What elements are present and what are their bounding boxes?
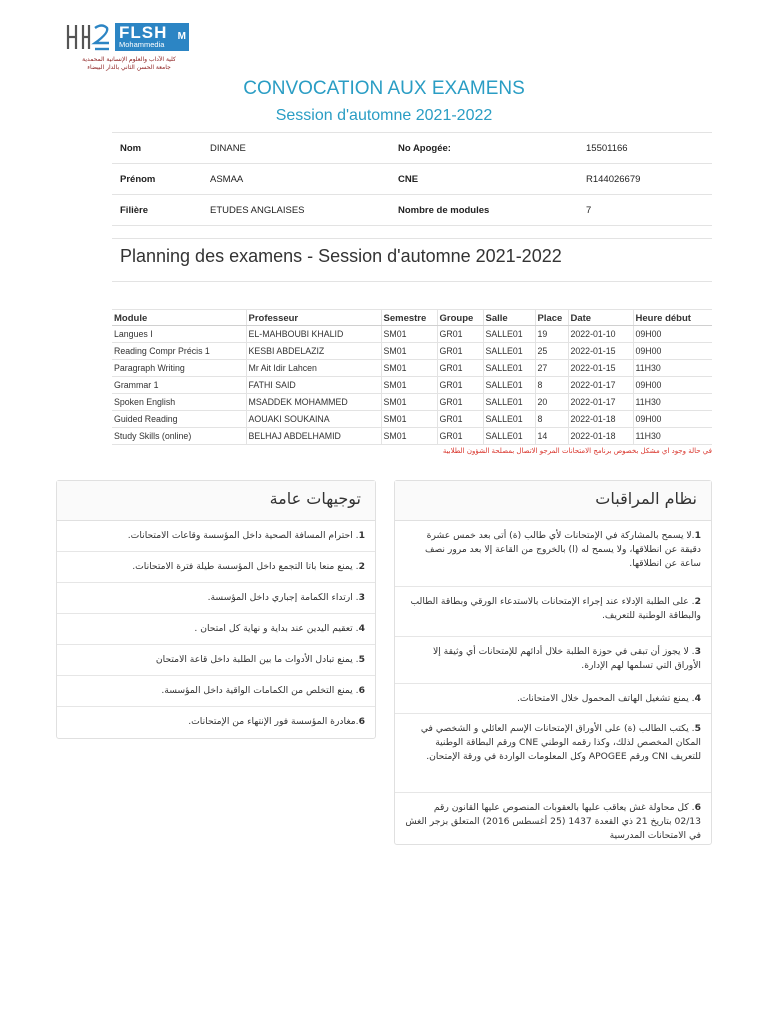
value-filiere: ETUDES ANGLAISES [202,195,390,226]
guideline-item [57,614,375,645]
cell-professeur: Mr Ait Idir Lahcen [246,360,381,377]
divider [112,281,712,282]
general-guidelines-panel [56,480,376,739]
cell-semestre: SM01 [381,360,437,377]
student-info-row [112,195,712,226]
item-text: . يمنع التخلص من الكمامات الواقية داخل المؤسسة. [161,685,359,696]
col-heure: Heure début [633,310,712,326]
col-date: Date [568,310,633,326]
faculty-logo [64,20,194,86]
cell-salle: SALLE01 [483,411,535,428]
cell-groupe: GR01 [437,326,483,343]
cell-heure: 09H00 [633,411,712,428]
cell-place: 8 [535,411,568,428]
item-number: 1 [694,530,701,541]
student-info-row [112,164,712,195]
col-module: Module [112,310,246,326]
label-prenom: Prénom [112,164,202,195]
table-row [112,343,712,360]
cell-professeur: EL-MAHBOUBI KHALID [246,326,381,343]
cell-date: 2022-01-18 [568,411,633,428]
cell-module: Reading Compr Précis 1 [112,343,246,360]
cell-place: 20 [535,394,568,411]
rule-item [395,684,711,714]
item-number: 2 [358,561,365,572]
cell-groupe: GR01 [437,343,483,360]
guideline-item [57,645,375,676]
guideline-item [57,676,375,707]
rule-item [395,793,711,845]
cell-date: 2022-01-10 [568,326,633,343]
item-text: . لا يجوز أن تبقى في حوزة الطلبة خلال أدائهم للإمتحانات أي وثيقة إلا الأوراق التي تسلمها لهم الإدارة. [432,646,701,671]
cell-module: Study Skills (online) [112,428,246,445]
cell-professeur: AOUAKI SOUKAINA [246,411,381,428]
item-text: . على الطلبة الإدلاء عند إجراء الإمتحانات بالاستدعاء الورقي وبطاقة الطالب والبطاقة الوطنية للتعريف. [410,596,701,621]
value-nom: DINANE [202,133,390,164]
item-number: 3 [694,646,701,657]
table-row [112,360,712,377]
rule-item [395,714,711,793]
label-apogee: No Apogée: [390,133,578,164]
value-cne: R144026679 [578,164,712,195]
cell-heure: 11H30 [633,428,712,445]
cell-heure: 11H30 [633,360,712,377]
value-apogee: 15501166 [578,133,712,164]
item-number: 5 [694,723,701,734]
exam-schedule-table [112,309,712,445]
item-number: 6 [694,802,701,813]
item-number: 6 [358,716,365,727]
cell-heure: 09H00 [633,326,712,343]
item-number: 2 [694,596,701,607]
cell-module: Paragraph Writing [112,360,246,377]
cell-module: Grammar 1 [112,377,246,394]
cell-semestre: SM01 [381,411,437,428]
cell-place: 19 [535,326,568,343]
col-groupe: Groupe [437,310,483,326]
cell-salle: SALLE01 [483,326,535,343]
item-text: . ارتداء الكمامة إجباري داخل المؤسسة. [207,592,359,603]
col-professeur: Professeur [246,310,381,326]
brand-name: FLSH [119,23,168,42]
cell-groupe: GR01 [437,394,483,411]
label-cne: CNE [390,164,578,195]
cell-place: 27 [535,360,568,377]
cell-place: 14 [535,428,568,445]
item-text: . يمنع تشغيل الهاتف المحمول خلال الامتحانات. [516,693,695,704]
cell-groupe: GR01 [437,428,483,445]
schedule-contact-note: في حالة وجود اي مشكل بخصوص برنامج الامتحانات المرجو الاتصال بمصلحة الشؤون الطلابية [442,447,712,455]
cell-heure: 09H00 [633,377,712,394]
cell-date: 2022-01-18 [568,428,633,445]
item-number: 3 [358,592,365,603]
table-header-row [112,310,712,326]
cell-professeur: FATHI SAID [246,377,381,394]
label-modules: Nombre de modules [390,195,578,226]
table-row [112,326,712,343]
item-number: 4 [694,693,701,704]
cell-professeur: KESBI ABDELAZIZ [246,343,381,360]
cell-semestre: SM01 [381,343,437,360]
rule-item [395,587,711,637]
cell-salle: SALLE01 [483,394,535,411]
item-text: . تعقيم اليدين عند بداية و نهاية كل امتحان . [194,623,359,634]
table-row [112,428,712,445]
brand-sub: Mohammedia [119,40,165,49]
cell-professeur: MSADDEK MOHAMMED [246,394,381,411]
cell-date: 2022-01-17 [568,377,633,394]
page-title: CONVOCATION AUX EXAMENS [243,78,525,99]
item-number: 1 [358,530,365,541]
cell-semestre: SM01 [381,326,437,343]
item-text: . يمنع منعا باتا التجمع داخل المؤسسة طيلة فترة الامتحانات. [132,561,359,572]
rule-item [395,521,711,587]
cell-salle: SALLE01 [483,343,535,360]
cell-heure: 09H00 [633,343,712,360]
cell-semestre: SM01 [381,377,437,394]
guideline-item [57,707,375,738]
cell-module: Langues I [112,326,246,343]
cell-semestre: SM01 [381,428,437,445]
flsh-brand-box [115,23,189,51]
student-info-row [112,133,712,164]
item-text: . يكتب الطالب (ة) على الأوراق الإمتحانات الإسم العائلي و الشخصي في المكان المخصص لذلك، وكذا رقمه الوطني CNE ورقم البطاقة الوطنية للتعريف CNI ورقم APOGEE وكل المعلومات الواردة في ورقة الإمتحان. [420,723,701,762]
item-number: 6 [358,685,365,696]
cell-semestre: SM01 [381,394,437,411]
exam-rules-panel [394,480,712,845]
label-filiere: Filière [112,195,202,226]
item-number: 5 [358,654,365,665]
cell-professeur: BELHAJ ABDELHAMID [246,428,381,445]
cell-date: 2022-01-17 [568,394,633,411]
table-row [112,411,712,428]
cell-place: 8 [535,377,568,394]
guideline-item [57,521,375,552]
cell-groupe: GR01 [437,377,483,394]
divider [112,238,712,239]
logo-arabic-line2: جامعة الحسن الثاني بالدار البيضاء [87,64,171,71]
col-semestre: Semestre [381,310,437,326]
table-row [112,377,712,394]
cell-groupe: GR01 [437,360,483,377]
item-text: .لا يسمح بالمشاركة في الإمتحانات لأي طالب (ة) أتى بعد خمس عشرة دقيقة عن انطلاقها، ولا يسمح له (ا) بالخروج من القاعة إلا بعد مرور نصف ساعة عن انطلاقها. [424,530,701,569]
guidelines-title: توجيهات عامة [57,481,375,521]
label-nom: Nom [112,133,202,164]
cell-date: 2022-01-15 [568,343,633,360]
value-prenom: ASMAA [202,164,390,195]
col-place: Place [535,310,568,326]
logo-arabic-text [64,56,194,72]
guideline-item [57,552,375,583]
item-number: 4 [358,623,365,634]
item-text: . احترام المسافة الصحية داخل المؤسسة وقاعات الامتحانات. [127,530,359,541]
page-subtitle: Session d'automne 2021-2022 [275,107,493,124]
cell-heure: 11H30 [633,394,712,411]
rules-title: نظام المراقبات [395,481,711,521]
planning-title: Planning des examens - Session d'automne 2021-2022 [120,246,562,266]
cell-module: Guided Reading [112,411,246,428]
cell-salle: SALLE01 [483,428,535,445]
student-info-table [112,132,712,226]
cell-salle: SALLE01 [483,360,535,377]
cell-place: 25 [535,343,568,360]
guideline-item [57,583,375,614]
cell-salle: SALLE01 [483,377,535,394]
university-emblem-icon [64,21,112,53]
item-text: . كل محاولة غش يعاقب عليها بالعقوبات المنصوص عليها القانون رقم 02/13 بتاريخ 21 ذي القعدة 1437 (25 أغسطس 2016) المتعلق بزجر الغش في الامتحانات المدرسية [405,802,701,841]
col-salle: Salle [483,310,535,326]
item-text: .مغادرة المؤسسة فور الإنتهاء من الإمتحانات. [188,716,359,727]
cell-groupe: GR01 [437,411,483,428]
rule-item [395,637,711,684]
item-text: . يمنع تبادل الأدوات ما بين الطلبة داخل قاعة الامتحان [155,654,359,665]
brand-suffix: M [177,31,186,42]
value-modules: 7 [578,195,712,226]
cell-module: Spoken English [112,394,246,411]
cell-date: 2022-01-15 [568,360,633,377]
table-row [112,394,712,411]
logo-arabic-line1: كلية الآداب والعلوم الإنسانية المحمدية [82,56,176,63]
